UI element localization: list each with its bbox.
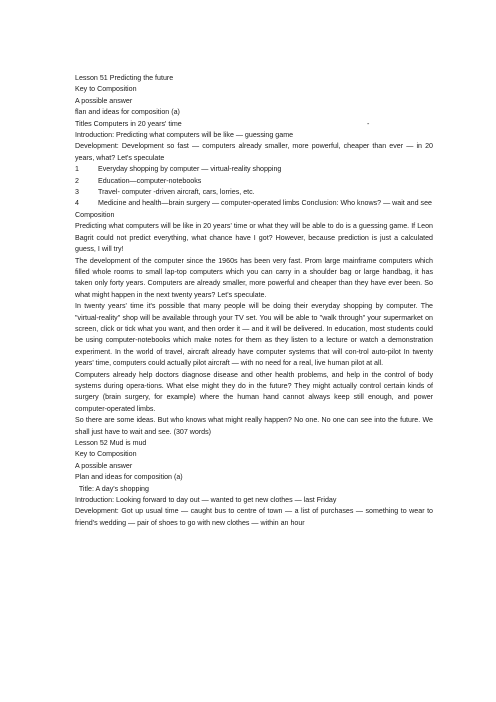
point-number: 3 xyxy=(75,188,79,197)
composition-heading: Composition xyxy=(75,210,115,219)
titles-dash: - xyxy=(367,119,370,128)
numbered-point xyxy=(75,164,433,175)
point-number: 1 xyxy=(75,165,79,174)
composition-paragraph-3: In twenty years' time it's possible that many people will be doing their everyday shopping by computer. The "virtual-reality" shop will be available through your TV set. You will be able to "walk through" your supermarket on screen, click or tick what you want, and then order it — and it will be delivered. In education, most students could be using computer-notebooks which make notes for them as they listen to a lecture or watch a demonstration experiment. In the world of travel, aircraft already have computer systems that will con-trol auto-pilot In twenty years' time, computers could actually pilot aircraft — with no need for a real, live human pilot at all. xyxy=(75,302,433,368)
point-text: Everyday shopping by computer — virtual-reality shopping xyxy=(98,165,282,174)
titles-text: Titles Computers in 20 years' time xyxy=(75,119,182,128)
plan-heading: flan and ideas for composition (a) xyxy=(75,108,180,117)
key-to-composition: Key to Composition xyxy=(75,85,137,94)
composition-paragraph-5: So there are some ideas. But who knows what might really happen? No one. No one can see into the future. We shall just have to wait and see. (307 words) xyxy=(75,416,433,436)
composition-paragraph-1: Predicting what computers will be like in 20 years' time or what they will be able to do is a guessing game. If Leon Bagrit could not predict everything, what chance have I got? However, because prediction is just a calculated guess, I will try! xyxy=(75,222,433,254)
introduction-line: Introduction: Predicting what computers will be like — guessing game xyxy=(75,131,294,140)
numbered-point xyxy=(75,198,433,209)
point-text: Medicine and health—brain surgery — computer-operated limbs Conclusion: Who knows? — wait and see xyxy=(98,199,432,208)
key-to-composition-2: Key to Composition xyxy=(75,450,137,459)
composition-paragraph-2: The development of the computer since the 1960s has been very fast. Prom large mainframe computers which filled whole rooms to small lap-top computers which you can carry in a shoulder bag or large handbag, it has taken only forty years. Computers are already smaller, more powerful and cheaper than they have ever been. So what might happen in the next twenty years? Let's speculate. xyxy=(75,256,433,299)
document-body xyxy=(75,73,433,529)
lesson-51-header: Lesson 51 Predicting the future xyxy=(75,74,174,82)
numbered-point xyxy=(75,187,433,198)
possible-answer-2: A possible answer xyxy=(75,461,133,470)
introduction-line-2: Introduction: Looking forward to day out — wanted to get new clothes — last Friday xyxy=(75,496,337,505)
composition-paragraph-4: Computers already help doctors diagnose disease and other health problems, and help in the control of body systems during opera-tions. What else might they do in the future? They might actually control certain kinds of surgery (brain surgery, for example) where the human hand cannot always keep still enough, and power computer-operated limbs. xyxy=(75,370,433,413)
numbered-point xyxy=(75,176,433,187)
possible-answer: A possible answer xyxy=(75,96,133,105)
plan-heading-2: Plan and ideas for composition (a) xyxy=(75,473,183,482)
point-text: Travel- computer -driven aircraft, cars, lorries, etc. xyxy=(98,188,255,197)
development-paragraph: Development: Development so fast — computers already smaller, more powerful, cheaper than ever — in 20 years, what? Let's speculate xyxy=(75,142,433,162)
title-line-2: Title: A day's shopping xyxy=(75,484,149,493)
lesson-52-header: Lesson 52 Mud is mud xyxy=(75,439,147,447)
titles-line xyxy=(75,119,433,130)
point-text: Education—computer-notebooks xyxy=(98,176,202,185)
point-number: 4 xyxy=(75,199,79,208)
point-number: 2 xyxy=(75,176,79,185)
development-paragraph-2: Development: Got up usual time — caught bus to centre of town — a list of purchases — something to wear to friend's wedding — pair of shoes to go with new clothes — within an hour xyxy=(75,507,433,527)
